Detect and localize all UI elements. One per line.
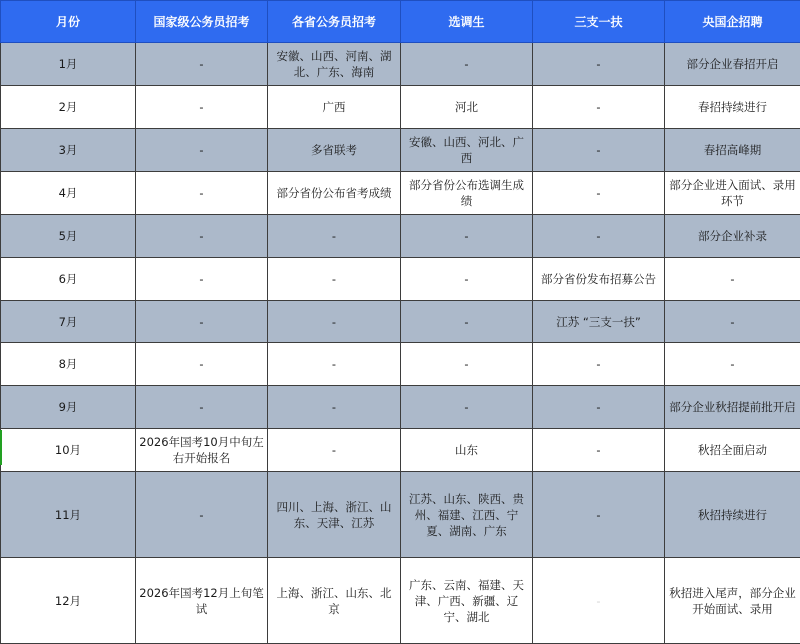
table-row — [1, 472, 800, 558]
table-row — [1, 301, 800, 343]
cell-selected[interactable]: 江苏、山东、陕西、贵州、福建、江西、宁夏、湖南、广东 — [401, 472, 533, 558]
cell-selected[interactable]: 安徽、山西、河北、广西 — [401, 129, 533, 172]
cell-soe[interactable]: 秋招进入尾声，部分企业开始面试、录用 — [665, 558, 800, 644]
cell-three-supports[interactable]: - — [533, 343, 665, 386]
cell-month[interactable]: 8月 — [1, 343, 136, 386]
cell-national[interactable]: - — [136, 215, 268, 258]
table-row — [1, 129, 800, 172]
cell-month[interactable]: 9月 — [1, 386, 136, 429]
cell-national[interactable]: - — [136, 86, 268, 129]
cell-three-supports[interactable]: - — [533, 172, 665, 215]
cell-provincial[interactable]: - — [268, 429, 401, 472]
cell-selected[interactable]: - — [401, 43, 533, 86]
cell-national[interactable]: - — [136, 172, 268, 215]
cell-three-supports[interactable]: 江苏 “三支一扶” — [533, 301, 665, 343]
cell-three-supports[interactable]: - — [533, 86, 665, 129]
table-row — [1, 43, 800, 86]
cell-provincial[interactable]: 四川、上海、浙江、山东、天津、江苏 — [268, 472, 401, 558]
cell-selected[interactable]: - — [401, 301, 533, 343]
cell-soe[interactable]: - — [665, 258, 800, 301]
cell-month[interactable]: 11月 — [1, 472, 136, 558]
cell-provincial[interactable]: - — [268, 301, 401, 343]
cell-three-supports[interactable]: - — [533, 558, 665, 644]
cell-month[interactable]: 1月 — [1, 43, 136, 86]
header-row — [1, 1, 800, 43]
header-three-supports-one-aid[interactable]: 三支一扶 — [533, 1, 665, 43]
cell-soe[interactable]: 春招持续进行 — [665, 86, 800, 129]
table-row — [1, 172, 800, 215]
cell-selected[interactable]: - — [401, 343, 533, 386]
cell-national[interactable]: 2026年国考12月上旬笔试 — [136, 558, 268, 644]
cell-month[interactable]: 3月 — [1, 129, 136, 172]
cell-national[interactable]: - — [136, 472, 268, 558]
table-row — [1, 258, 800, 301]
cell-month[interactable]: 10月 — [1, 429, 136, 472]
cell-three-supports[interactable]: - — [533, 215, 665, 258]
cell-soe[interactable]: - — [665, 343, 800, 386]
cell-three-supports[interactable]: - — [533, 472, 665, 558]
cell-provincial[interactable]: - — [268, 386, 401, 429]
cell-national[interactable]: - — [136, 258, 268, 301]
cell-month[interactable]: 2月 — [1, 86, 136, 129]
header-month[interactable]: 月份 — [1, 1, 136, 43]
header-selected-graduates[interactable]: 选调生 — [401, 1, 533, 43]
cell-provincial[interactable]: - — [268, 215, 401, 258]
selection-edge-marker — [0, 430, 2, 465]
cell-provincial[interactable]: 上海、浙江、山东、北京 — [268, 558, 401, 644]
cell-selected[interactable]: 部分省份公布选调生成绩 — [401, 172, 533, 215]
cell-three-supports[interactable]: - — [533, 386, 665, 429]
cell-provincial[interactable]: 多省联考 — [268, 129, 401, 172]
watermark-logo-icon — [556, 588, 646, 636]
cell-month[interactable]: 12月 — [1, 558, 136, 644]
cell-soe[interactable]: 部分企业进入面试、录用环节 — [665, 172, 800, 215]
cell-three-supports[interactable]: - — [533, 429, 665, 472]
cell-national[interactable]: 2026年国考10月中旬左右开始报名 — [136, 429, 268, 472]
cell-soe[interactable]: - — [665, 301, 800, 343]
table-row — [1, 343, 800, 386]
cell-month[interactable]: 5月 — [1, 215, 136, 258]
cell-national[interactable]: - — [136, 343, 268, 386]
cell-month[interactable]: 6月 — [1, 258, 136, 301]
cell-provincial[interactable]: - — [268, 343, 401, 386]
cell-soe[interactable]: 部分企业秋招提前批开启 — [665, 386, 800, 429]
table-row — [1, 86, 800, 129]
cell-selected[interactable]: - — [401, 215, 533, 258]
table-row — [1, 558, 800, 644]
cell-month[interactable]: 4月 — [1, 172, 136, 215]
cell-national[interactable]: - — [136, 43, 268, 86]
cell-provincial[interactable]: 安徽、山西、河南、湖北、广东、海南 — [268, 43, 401, 86]
cell-selected[interactable]: - — [401, 258, 533, 301]
cell-provincial[interactable]: - — [268, 258, 401, 301]
table-row — [1, 215, 800, 258]
cell-soe[interactable]: 秋招全面启动 — [665, 429, 800, 472]
cell-selected[interactable]: 广东、云南、福建、天津、广西、新疆、辽宁、湖北 — [401, 558, 533, 644]
header-provincial-civil-service[interactable]: 各省公务员招考 — [268, 1, 401, 43]
table-row — [1, 429, 800, 472]
cell-three-supports[interactable]: - — [533, 129, 665, 172]
cell-month[interactable]: 7月 — [1, 301, 136, 343]
cell-selected[interactable]: 河北 — [401, 86, 533, 129]
cell-soe[interactable]: 部分企业补录 — [665, 215, 800, 258]
cell-soe[interactable]: 春招高峰期 — [665, 129, 800, 172]
cell-three-supports[interactable]: 部分省份发布招募公告 — [533, 258, 665, 301]
cell-selected[interactable]: - — [401, 386, 533, 429]
cell-three-supports[interactable]: - — [533, 43, 665, 86]
cell-national[interactable]: - — [136, 386, 268, 429]
cell-national[interactable]: - — [136, 301, 268, 343]
cell-provincial[interactable]: 广西 — [268, 86, 401, 129]
cell-national[interactable]: - — [136, 129, 268, 172]
header-soe-recruitment[interactable]: 央国企招聘 — [665, 1, 800, 43]
cell-soe[interactable]: 部分企业春招开启 — [665, 43, 800, 86]
header-national-civil-service[interactable]: 国家级公务员招考 — [136, 1, 268, 43]
cell-soe[interactable]: 秋招持续进行 — [665, 472, 800, 558]
cell-provincial[interactable]: 部分省份公布省考成绩 — [268, 172, 401, 215]
cell-selected[interactable]: 山东 — [401, 429, 533, 472]
table-row — [1, 386, 800, 429]
